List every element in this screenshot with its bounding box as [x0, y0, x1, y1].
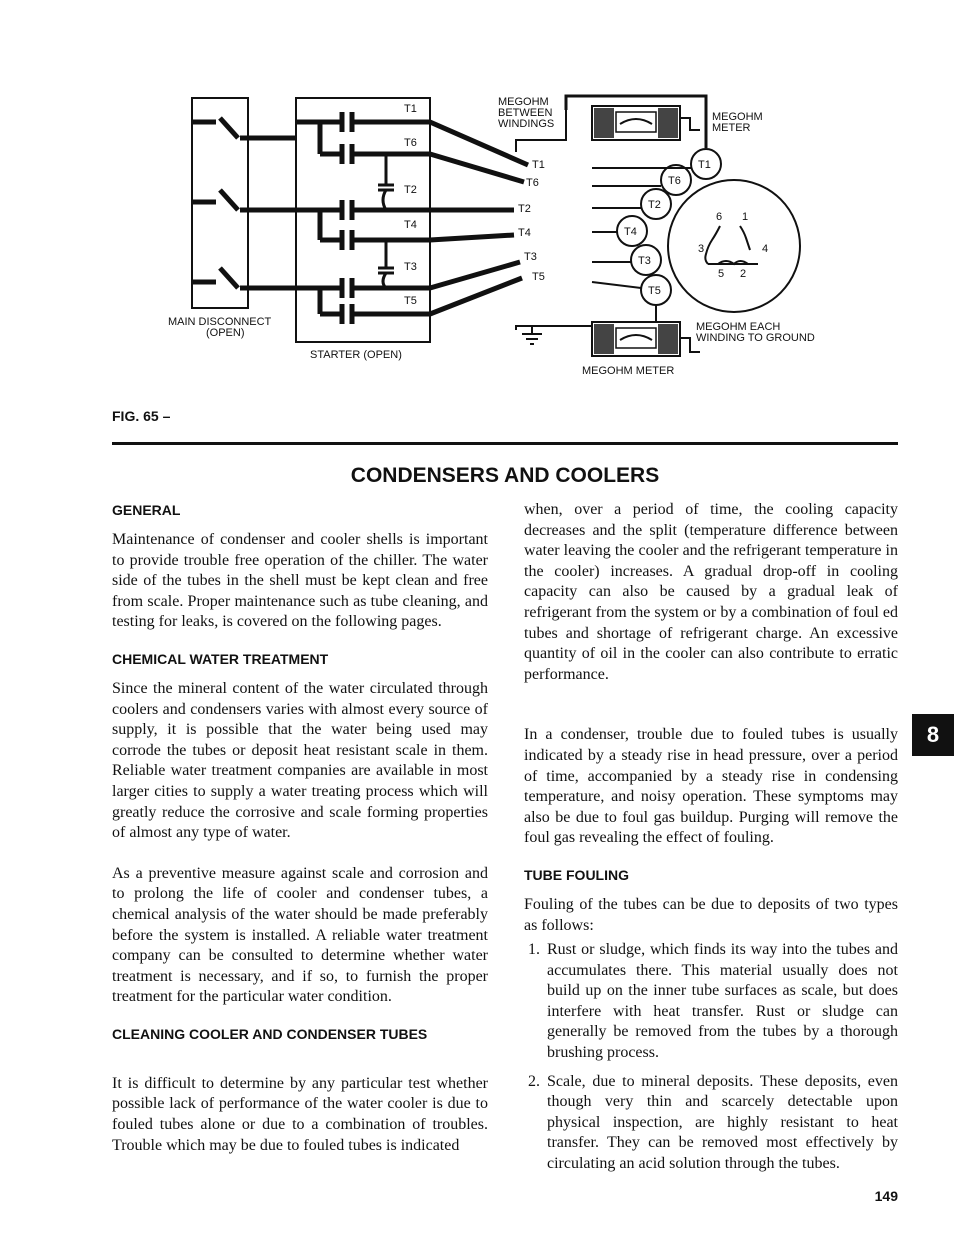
section-divider [112, 442, 898, 445]
cooler-paragraph-continued: when, over a period of time, the cooling capacity decreases and the split (temperature difference between water leaving the cooler and the refrigerant temperature in the cooler) increases. A gradual drop-off in cooling capacity can also be caused by a gradual leak of refrigerant from the system or by a combination of foul ed tubes and shortage of refrigerant charge. An excessive quantity of oil in the cooler can also contribute to erratic performance. [524, 501, 898, 683]
list-item [524, 940, 898, 1064]
left-column [112, 500, 488, 1156]
starter-label-t4: T4 [404, 219, 417, 231]
winding-2: 2 [740, 268, 747, 280]
megohm-meter-top [592, 106, 680, 140]
starter-label-t1: T1 [404, 103, 417, 115]
motor-terminal-t6: T6 [668, 175, 681, 187]
page-number: 149 [874, 1188, 898, 1204]
motor-terminal-t3: T3 [638, 255, 651, 267]
lead-label-t6: T6 [526, 177, 539, 189]
chemical-water-treatment-heading: CHEMICAL WATER TREATMENT [112, 650, 329, 667]
megohm-each-label-1: MEGOHM EACH [696, 321, 781, 333]
list-item-text: Scale, due to mineral deposits. These deposits, even though very thin and scarcely detectable upon physical inspection, are highly resistant to heat transfer. They can be removed most effectively by circulating an acid solution through the tubes. [547, 1072, 898, 1173]
list-item-text: Rust or sludge, which finds its way into the tubes and accumulates there. This material usually does not build up on the inner tube surfaces as scale, but does interfere with heat transfer. Rust or sludge can generally be removed from the tubes by a thorough brushing process. [547, 941, 898, 1062]
megohm-meter-top-label-1: MEGOHM [712, 111, 763, 123]
starter-label-t2: T2 [404, 184, 417, 196]
megohm-between-label-2: BETWEEN [498, 107, 553, 119]
chemical-paragraph-2: As a preventive measure against scale and corrosion and to prolong the life of cooler and condenser tubes, a chemical analysis of the water should be made preferably before the system is installed. A reliable water treatment company can be consulted to determine whether water treatment is necessary, and if so, to furnish the proper treatment for the particular water condition. [112, 864, 488, 1006]
motor-windings [705, 226, 758, 264]
lead-label-t2: T2 [518, 203, 531, 215]
megohm-top-ground [680, 118, 700, 130]
tube-fouling-paragraph: Fouling of the tubes can be due to deposits of two types as follows: [524, 895, 898, 934]
list-item-number: 1. [528, 941, 540, 959]
lead-label-t4: T4 [518, 227, 531, 239]
megohm-meter-bottom-label: MEGOHM METER [582, 365, 675, 377]
winding-3: 3 [698, 243, 705, 255]
winding-4: 4 [762, 243, 769, 255]
starter-label-t5: T5 [404, 295, 417, 307]
cleaning-paragraph: It is difficult to determine by any particular test whether possible lack of performance of the water cooler is due to fouled tubes alone or due to a combination of troubles. Trouble which may be due to fouled tubes is indicated [112, 1074, 488, 1154]
megohm-between-label-3: WINDINGS [498, 118, 555, 130]
motor-terminal-t4: T4 [624, 226, 637, 238]
starter-label-t6: T6 [404, 137, 417, 149]
winding-1: 1 [742, 211, 749, 223]
motor-terminal-t1: T1 [698, 159, 711, 171]
megohm-meter-bottom [592, 322, 680, 356]
ground-icon [522, 326, 542, 344]
motor-terminal-t2: T2 [648, 199, 661, 211]
disconnect-switches [192, 118, 296, 288]
tube-fouling-heading: TUBE FOULING [524, 866, 629, 883]
motor-terminal-t5: T5 [648, 285, 661, 297]
list-item-number: 2. [528, 1072, 540, 1090]
lead-label-t5: T5 [532, 271, 545, 283]
fouling-types-list [524, 940, 898, 1175]
starter-crossovers [378, 154, 394, 288]
winding-6: 6 [716, 211, 723, 223]
list-item [524, 1072, 898, 1175]
starter-label: STARTER (OPEN) [310, 349, 402, 361]
general-heading: GENERAL [112, 502, 181, 518]
condenser-paragraph: In a condenser, trouble due to fouled tubes is usually indicated by a steady rise in head pressure, over a period of time, accompanied by a steady rise in condensing temperature, and noisy operation. These symptoms may also be due to foul gas buildup. Purging will remove the foul gas revealing the effect of fouling. [524, 726, 898, 847]
lead-label-t3: T3 [524, 251, 537, 263]
chemical-paragraph-1: Since the mineral content of the water circulated through coolers and condensers varies with almost every source of supply, it is possible that the water being used may corrode the tubes or deposit heat resistant scale in them. Reliable water treatment companies are available in most larger cities to supply a water treating process which will greatly reduce the corrosive and scale forming properties of almost any type of water. [112, 679, 488, 842]
cleaning-heading: CLEANING COOLER AND CONDENSER TUBES [112, 1025, 428, 1042]
general-paragraph: Maintenance of condenser and cooler shells is important to provide trouble free operation of the chiller. The water side of the tubes in the shell must be kept clean and free from scale. Proper maintenance such as tube cleaning, and testing for leaks, is covered on the following pages. [112, 531, 488, 631]
megohm-each-label-2: WINDING TO GROUND [696, 332, 815, 344]
starter-label-t3: T3 [404, 261, 417, 273]
lead-label-t1: T1 [532, 159, 545, 171]
main-disconnect-label: MAIN DISCONNECT [168, 316, 272, 328]
motor-circle [668, 180, 800, 312]
starter-leads [430, 122, 528, 314]
winding-5: 5 [718, 268, 725, 280]
figure-caption: FIG. 65 – [112, 408, 171, 424]
megohm-meter-top-label-2: METER [712, 122, 751, 134]
megohm-test-diagram [160, 90, 840, 380]
section-title: CONDENSERS AND COOLERS [350, 464, 660, 487]
megohm-between-label-1: MEGOHM [498, 96, 549, 108]
section-tab: 8 [912, 714, 954, 756]
right-column [524, 500, 898, 1175]
main-disconnect-open-label: (OPEN) [206, 327, 245, 339]
